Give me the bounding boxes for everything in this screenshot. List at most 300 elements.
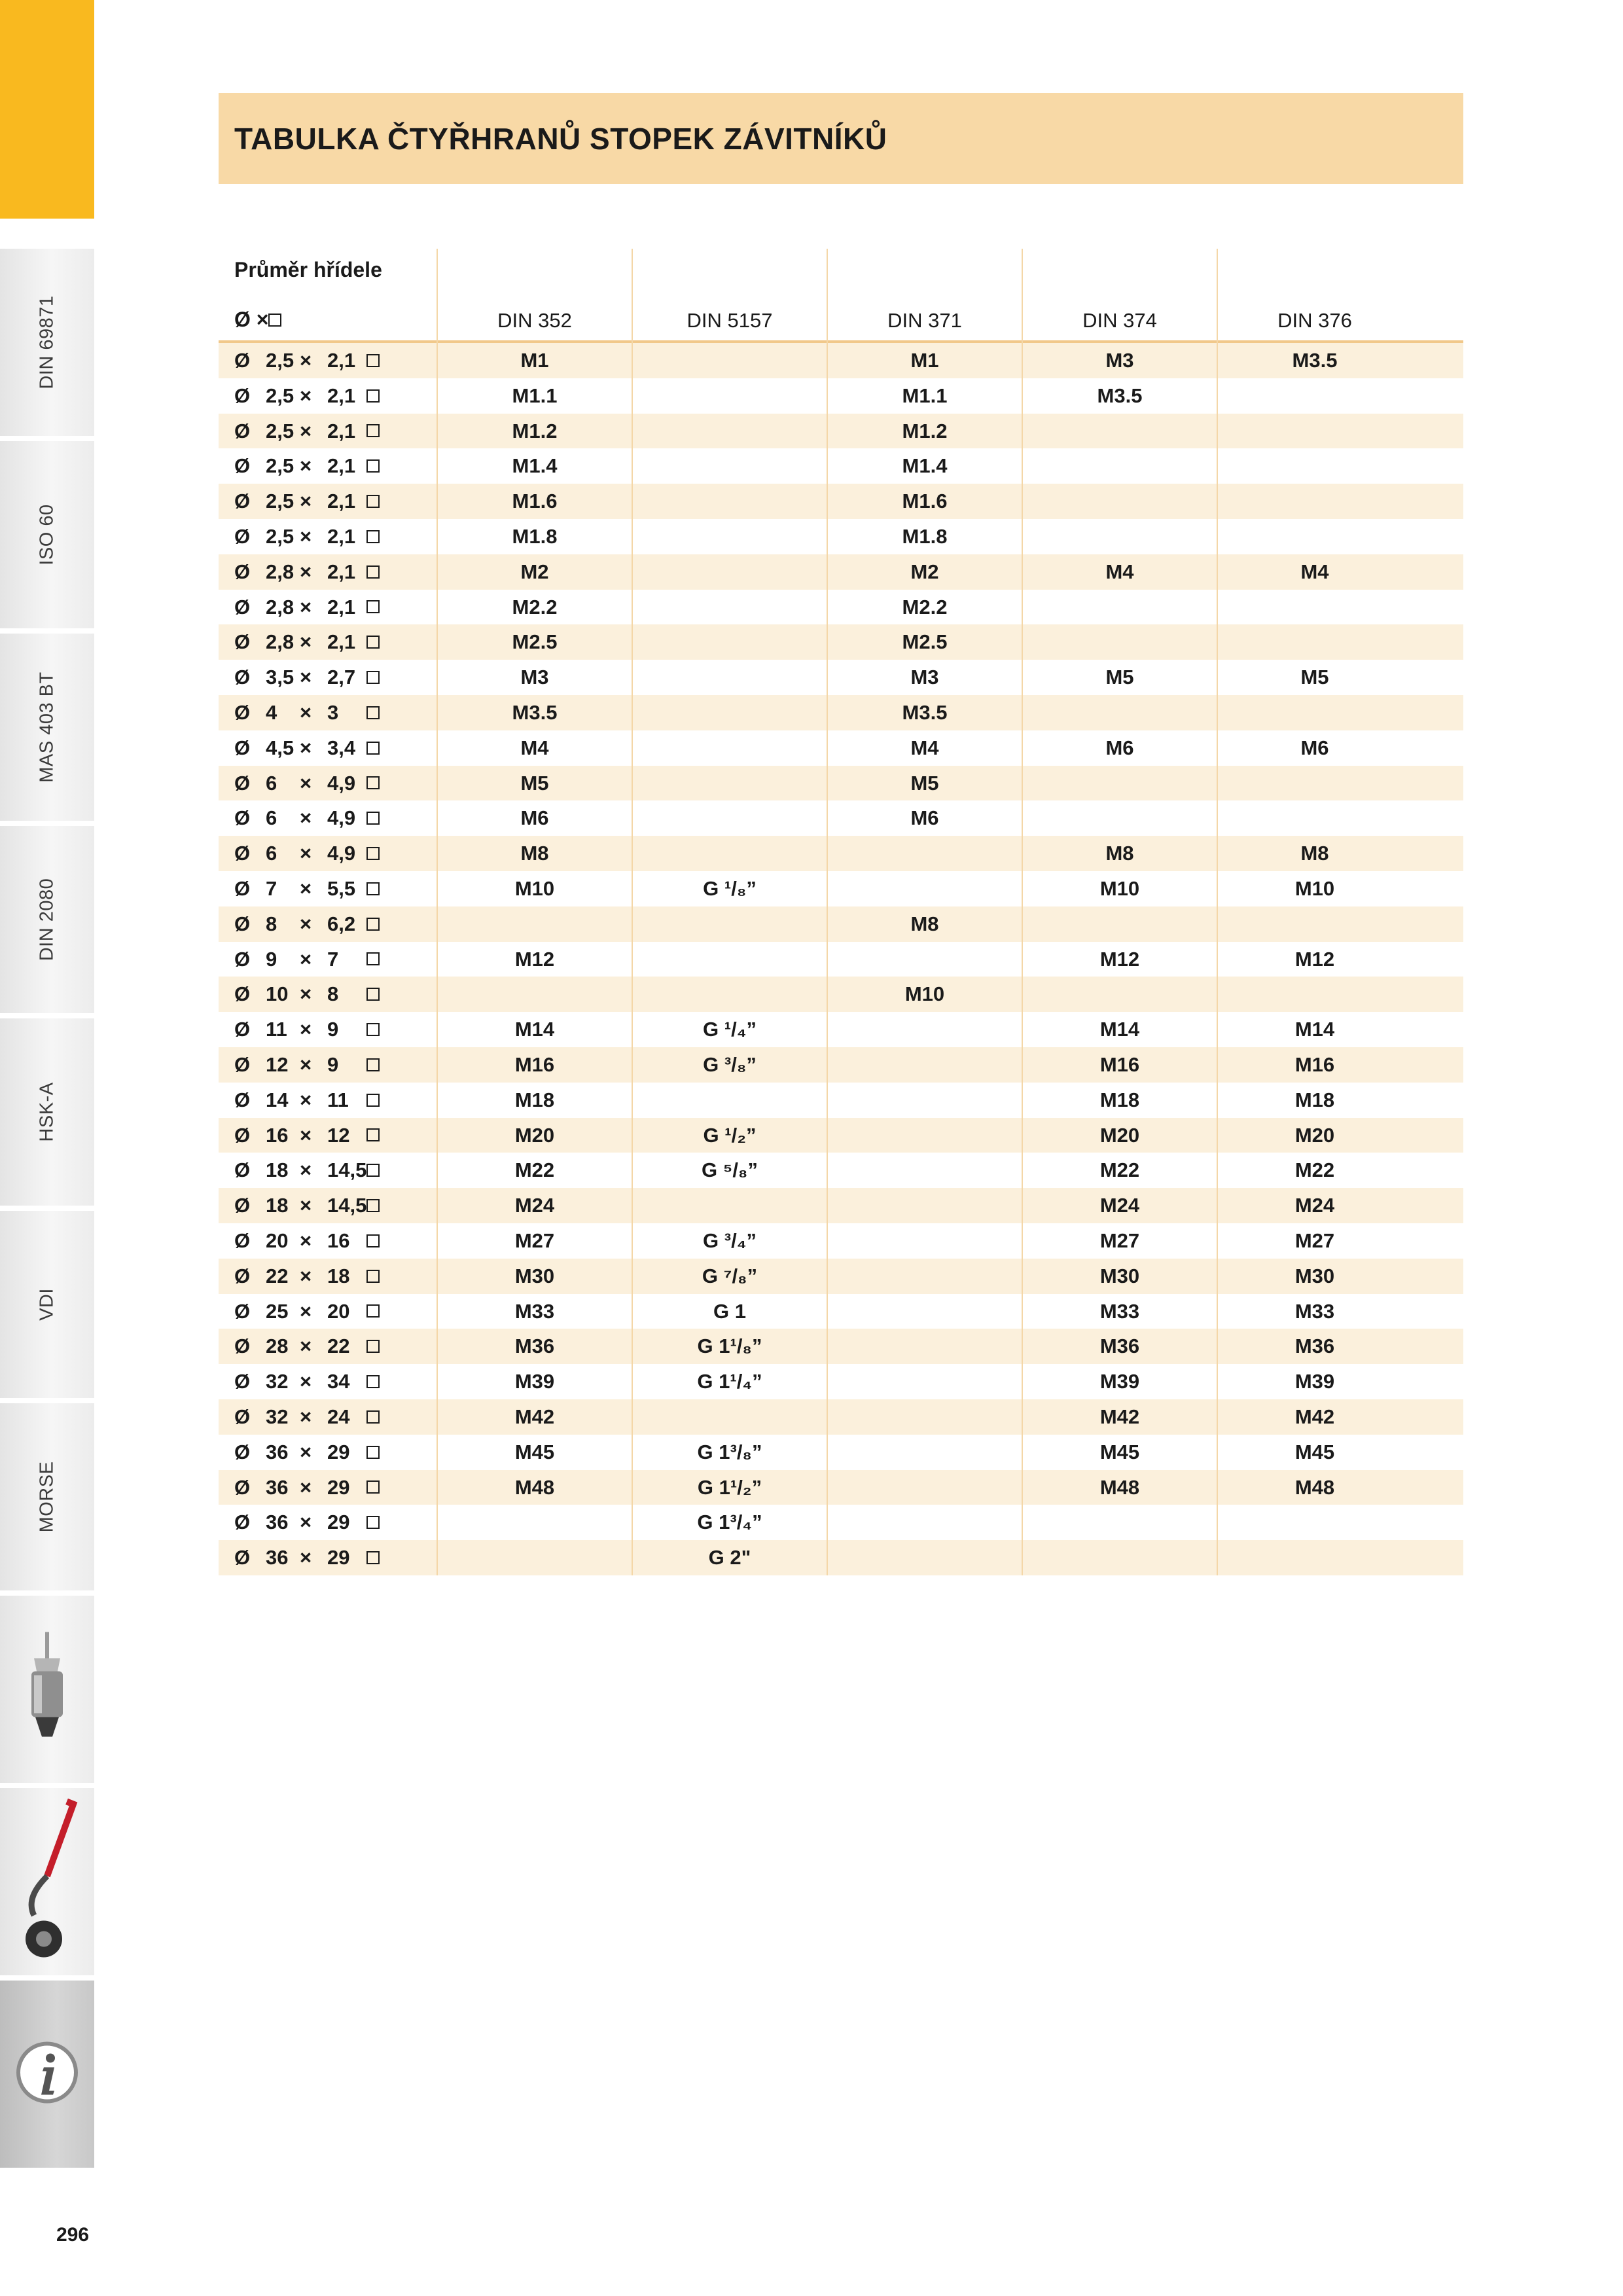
table-cell xyxy=(1217,414,1412,449)
square-size: 4,9 xyxy=(327,842,356,865)
diameter-symbol: Ø xyxy=(234,1511,251,1534)
table-cell: M3.5 xyxy=(512,700,558,724)
table-cell xyxy=(437,1505,632,1540)
table-cell xyxy=(827,1399,1022,1435)
table-cell xyxy=(1217,448,1412,484)
table-row xyxy=(219,977,1463,1012)
sidebar-tab[interactable] xyxy=(0,1981,94,2170)
shaft-diameter: 6 xyxy=(266,806,277,830)
table-cell xyxy=(827,1188,1022,1223)
square-size: 29 xyxy=(327,1440,350,1463)
table-cell: M14 xyxy=(1294,1018,1335,1041)
table-cell xyxy=(632,730,827,766)
table-cell xyxy=(632,414,827,449)
sidebar-tab[interactable] xyxy=(0,249,94,439)
table-cell: M48 xyxy=(514,1475,555,1499)
table-cell xyxy=(632,942,827,977)
table-cell: M16 xyxy=(514,1052,555,1076)
square-icon xyxy=(366,1012,380,1047)
times-symbol: × xyxy=(300,912,312,935)
sidebar-accent-block xyxy=(0,0,94,219)
square-size: 4,9 xyxy=(327,806,356,830)
square-size: 22 xyxy=(327,1335,350,1358)
square-icon xyxy=(366,730,380,766)
table-row xyxy=(219,414,1463,449)
table-cell xyxy=(1217,1540,1412,1575)
page-number: 296 xyxy=(56,2224,90,2246)
square-icon xyxy=(366,484,380,519)
square-size: 18 xyxy=(327,1264,350,1287)
shaft-diameter: 4 xyxy=(266,700,277,724)
times-symbol: × xyxy=(300,1440,312,1463)
table-cell xyxy=(827,1118,1022,1153)
square-icon xyxy=(366,624,380,660)
table-cell xyxy=(1022,624,1217,660)
table-cell: M42 xyxy=(1294,1405,1335,1428)
table-cell: M6 xyxy=(1105,736,1134,759)
times-symbol: × xyxy=(300,349,312,372)
square-icon xyxy=(268,314,281,327)
table-cell xyxy=(1022,484,1217,519)
sidebar-tab[interactable] xyxy=(0,1403,94,1593)
table-cell xyxy=(632,695,827,730)
shaft-diameter: 6 xyxy=(266,842,277,865)
table-row xyxy=(219,1435,1463,1470)
times-symbol: × xyxy=(300,1018,312,1041)
table-cell xyxy=(1022,414,1217,449)
sidebar-tab-label: MORSE xyxy=(36,1461,58,1533)
diameter-symbol: Ø xyxy=(234,736,251,759)
square-size: 29 xyxy=(327,1511,350,1534)
sidebar-tab[interactable] xyxy=(0,1596,94,1785)
times-symbol: × xyxy=(300,982,312,1006)
table-cell xyxy=(632,554,827,590)
table-cell xyxy=(827,1364,1022,1399)
table-cell xyxy=(827,1435,1022,1470)
table-cell xyxy=(632,1188,827,1223)
table-cell: G ¹/₂” xyxy=(703,1123,757,1147)
table-cell: G ¹/₈” xyxy=(703,876,757,900)
table-cell: M4 xyxy=(910,736,939,759)
times-symbol: × xyxy=(300,842,312,865)
table-cell: G ³/₈” xyxy=(703,1052,757,1076)
diameter-symbol: Ø xyxy=(234,982,251,1006)
table-cell: M20 xyxy=(1294,1123,1335,1147)
table-cell xyxy=(827,1470,1022,1505)
times-symbol: × xyxy=(300,947,312,971)
sidebar-tab-label: ISO 60 xyxy=(36,504,58,565)
table-body xyxy=(219,343,1463,1575)
table-cell: M36 xyxy=(514,1335,555,1358)
shaft-diameter: 14 xyxy=(266,1088,289,1111)
square-size: 29 xyxy=(327,1475,350,1499)
table-cell: M12 xyxy=(1294,947,1335,971)
table-cell: G ⁷/₈” xyxy=(702,1264,758,1287)
table-cell: M48 xyxy=(1099,1475,1140,1499)
shaft-diameter: 25 xyxy=(266,1299,289,1323)
diameter-symbol: Ø xyxy=(234,1546,251,1570)
table-row xyxy=(219,695,1463,730)
shaft-diameter: 7 xyxy=(266,876,277,900)
square-icon xyxy=(366,1505,380,1540)
square-size: 2,1 xyxy=(327,419,356,442)
square-icon xyxy=(366,378,380,414)
table-cell xyxy=(1217,590,1412,625)
diameter-symbol: Ø xyxy=(234,1229,251,1252)
times-symbol: × xyxy=(300,1335,312,1358)
table-cell xyxy=(437,1540,632,1575)
table-cell: M27 xyxy=(1294,1229,1335,1252)
table-cell: M45 xyxy=(514,1440,555,1463)
table-cell xyxy=(827,1505,1022,1540)
table-row xyxy=(219,1294,1463,1329)
table-row xyxy=(219,1259,1463,1294)
table-cell xyxy=(632,1399,827,1435)
table-cell xyxy=(632,519,827,554)
column-header: DIN 376 xyxy=(1277,309,1352,332)
times-symbol: × xyxy=(300,806,312,830)
times-symbol: × xyxy=(300,1299,312,1323)
table-cell xyxy=(1217,766,1412,801)
square-icon xyxy=(366,1329,380,1364)
table-cell xyxy=(827,1083,1022,1118)
table-row xyxy=(219,660,1463,695)
shaft-diameter: 18 xyxy=(266,1194,289,1217)
table-row xyxy=(219,836,1463,871)
table-row xyxy=(219,906,1463,942)
column-divider xyxy=(437,249,438,1575)
sidebar-tab[interactable] xyxy=(0,441,94,631)
shaft-diameter: 32 xyxy=(266,1370,289,1393)
table-cell xyxy=(1022,977,1217,1012)
table-cell xyxy=(1217,695,1412,730)
diameter-symbol: Ø xyxy=(234,490,251,513)
table-cell: M22 xyxy=(514,1158,555,1182)
diameter-symbol: Ø xyxy=(234,666,251,689)
square-size: 9 xyxy=(327,1018,339,1041)
table-cell: M5 xyxy=(910,771,939,795)
table-cell: M16 xyxy=(1294,1052,1335,1076)
shaft-diameter: 8 xyxy=(266,912,277,935)
square-icon xyxy=(366,942,380,977)
times-symbol: × xyxy=(300,666,312,689)
square-icon xyxy=(366,1470,380,1505)
table-cell: M33 xyxy=(1294,1299,1335,1323)
table-cell: M6 xyxy=(910,806,939,830)
table-cell xyxy=(632,800,827,836)
drill-chuck-icon xyxy=(21,1632,73,1747)
table-header xyxy=(219,249,1463,342)
column-divider xyxy=(1217,249,1218,1575)
diameter-symbol: Ø xyxy=(234,349,251,372)
table-row xyxy=(219,1012,1463,1047)
table-cell: M5 xyxy=(520,771,549,795)
shaft-diameter: 11 xyxy=(266,1018,287,1041)
diameter-symbol: Ø xyxy=(234,1123,251,1147)
square-icon xyxy=(366,1153,380,1188)
shaft-diameter: 2,5 xyxy=(266,454,294,478)
square-size: 14,5 xyxy=(327,1158,367,1182)
table-row xyxy=(219,1083,1463,1118)
shaft-diameter: 22 xyxy=(266,1264,289,1287)
table-cell: M4 xyxy=(520,736,549,759)
square-icon xyxy=(366,1188,380,1223)
table-cell xyxy=(827,1047,1022,1083)
shaft-diameter: 2,5 xyxy=(266,524,294,548)
table-cell: M39 xyxy=(1294,1370,1335,1393)
table-cell xyxy=(632,660,827,695)
shaft-diameter: 9 xyxy=(266,947,277,971)
diameter-symbol: Ø xyxy=(234,1018,251,1041)
table-row xyxy=(219,1399,1463,1435)
table-cell: M10 xyxy=(1294,876,1335,900)
square-icon xyxy=(366,1364,380,1399)
table-cell: M27 xyxy=(1099,1229,1140,1252)
table-cell xyxy=(1217,1505,1412,1540)
table-cell: M18 xyxy=(1294,1088,1335,1111)
square-icon xyxy=(366,1118,380,1153)
square-size: 3,4 xyxy=(327,736,356,759)
table-cell: M36 xyxy=(1099,1335,1140,1358)
square-icon xyxy=(366,1294,380,1329)
square-size: 2,1 xyxy=(327,595,356,619)
square-icon xyxy=(366,695,380,730)
table-cell: M4 xyxy=(1300,560,1329,583)
shaft-diameter: 2,8 xyxy=(266,630,294,654)
wrench-nut-icon xyxy=(14,1799,80,1965)
diameter-symbol: Ø xyxy=(234,876,251,900)
header-shaft-diameter-label: Průměr hřídele xyxy=(234,258,382,281)
table-cell xyxy=(827,1259,1022,1294)
table-cell xyxy=(1022,906,1217,942)
square-icon xyxy=(366,1435,380,1470)
title-band xyxy=(219,93,1463,184)
diameter-symbol: Ø xyxy=(234,1194,251,1217)
table-cell: M36 xyxy=(1294,1335,1335,1358)
shaft-diameter: 36 xyxy=(266,1546,289,1570)
table-cell: M10 xyxy=(1099,876,1140,900)
column-divider xyxy=(1022,249,1023,1575)
diameter-symbol: Ø xyxy=(234,384,251,407)
table-cell xyxy=(632,1083,827,1118)
square-icon xyxy=(366,1540,380,1575)
shaft-diameter: 2,8 xyxy=(266,595,294,619)
table-row xyxy=(219,1153,1463,1188)
table-cell xyxy=(1217,378,1412,414)
table-cell xyxy=(437,977,632,1012)
shaft-diameter: 28 xyxy=(266,1335,289,1358)
times-symbol: × xyxy=(300,1194,312,1217)
table-cell: M3.5 xyxy=(902,700,948,724)
times-symbol: × xyxy=(300,1123,312,1147)
table-cell xyxy=(632,906,827,942)
table-cell: M48 xyxy=(1294,1475,1335,1499)
table-cell: M10 xyxy=(514,876,555,900)
table-row xyxy=(219,590,1463,625)
column-divider xyxy=(827,249,828,1575)
table-cell: M45 xyxy=(1099,1440,1140,1463)
diameter-symbol: Ø xyxy=(234,595,251,619)
table-cell: M30 xyxy=(1294,1264,1335,1287)
table-cell xyxy=(1217,519,1412,554)
shaft-diameter: 2,8 xyxy=(266,560,294,583)
diameter-symbol: Ø xyxy=(234,524,251,548)
square-size: 34 xyxy=(327,1370,350,1393)
square-size: 16 xyxy=(327,1229,350,1252)
table-row xyxy=(219,730,1463,766)
table-cell: M10 xyxy=(904,982,945,1006)
diameter-symbol: Ø xyxy=(234,1299,251,1323)
square-size: 2,1 xyxy=(327,630,356,654)
table-cell: G ¹/₄” xyxy=(703,1018,757,1041)
square-size: 5,5 xyxy=(327,876,356,900)
sidebar-tab[interactable] xyxy=(0,1018,94,1208)
table-cell: M2.5 xyxy=(512,630,558,654)
table-cell xyxy=(632,448,827,484)
square-icon xyxy=(366,1047,380,1083)
square-size: 9 xyxy=(327,1052,339,1076)
times-symbol: × xyxy=(300,384,312,407)
times-symbol: × xyxy=(300,560,312,583)
times-symbol: × xyxy=(300,524,312,548)
diameter-symbol: Ø xyxy=(234,1088,251,1111)
table-row xyxy=(219,1470,1463,1505)
table-cell: G 1³/₈” xyxy=(697,1440,762,1463)
diameter-symbol: Ø xyxy=(234,947,251,971)
sidebar-tab-label: MAS 403 BT xyxy=(36,672,58,783)
table-cell: M8 xyxy=(910,912,939,935)
sidebar-tab-label: VDI xyxy=(36,1288,58,1321)
square-icon xyxy=(366,1083,380,1118)
diameter-symbol: Ø xyxy=(234,842,251,865)
column-header: DIN 352 xyxy=(497,309,572,332)
table-cell: M3.5 xyxy=(1292,349,1338,372)
table-cell xyxy=(1022,766,1217,801)
table-cell: M22 xyxy=(1099,1158,1140,1182)
table-cell xyxy=(1022,800,1217,836)
times-symbol: × xyxy=(300,1052,312,1076)
shaft-diameter: 36 xyxy=(266,1440,289,1463)
times-symbol: × xyxy=(300,1511,312,1534)
table-cell: M20 xyxy=(1099,1123,1140,1147)
header-dimension-label xyxy=(234,308,281,332)
table-cell xyxy=(1022,695,1217,730)
diameter-symbol: Ø xyxy=(234,771,251,795)
table-cell xyxy=(632,484,827,519)
times-symbol: × xyxy=(300,419,312,442)
table-cell xyxy=(827,1153,1022,1188)
shaft-diameter: 3,5 xyxy=(266,666,294,689)
table-cell: M24 xyxy=(1099,1194,1140,1217)
table-row xyxy=(219,1540,1463,1575)
table-cell: G ⁵/₈” xyxy=(702,1158,758,1182)
table-cell: M2 xyxy=(520,560,549,583)
diameter-symbol: Ø xyxy=(234,1405,251,1428)
diameter-symbol: Ø xyxy=(234,1052,251,1076)
page-title: TABULKA ČTYŘHRANŮ STOPEK ZÁVITNÍKŮ xyxy=(234,121,887,156)
table-cell: M8 xyxy=(1105,842,1134,865)
table-cell: M39 xyxy=(1099,1370,1140,1393)
table-cell: M1.8 xyxy=(512,524,558,548)
diameter-symbol: Ø xyxy=(234,419,251,442)
square-size: 4,9 xyxy=(327,771,356,795)
table-cell xyxy=(827,1294,1022,1329)
table-cell xyxy=(1022,519,1217,554)
times-symbol: × xyxy=(300,1088,312,1111)
table-cell: M3 xyxy=(520,666,549,689)
table-row xyxy=(219,1118,1463,1153)
table-cell: M8 xyxy=(1300,842,1329,865)
square-icon xyxy=(366,977,380,1012)
table-cell: M12 xyxy=(514,947,555,971)
times-symbol: × xyxy=(300,1546,312,1570)
table-cell: M24 xyxy=(514,1194,555,1217)
table-cell: M2.2 xyxy=(902,595,948,619)
times-symbol: × xyxy=(300,1229,312,1252)
table-cell: G 1 xyxy=(713,1299,746,1323)
sidebar-tab[interactable] xyxy=(0,1211,94,1401)
table-row xyxy=(219,1505,1463,1540)
table-cell: M1.2 xyxy=(512,419,558,442)
table-cell: M27 xyxy=(514,1229,555,1252)
table-cell: M45 xyxy=(1294,1440,1335,1463)
table-cell xyxy=(1022,1540,1217,1575)
table-row xyxy=(219,484,1463,519)
table-cell: M8 xyxy=(520,842,549,865)
sidebar-tab[interactable] xyxy=(0,1788,94,1978)
table-cell: G 1³/₄” xyxy=(697,1511,762,1534)
table-cell: G 1¹/₈” xyxy=(697,1335,762,1358)
table-cell: M2.2 xyxy=(512,595,558,619)
column-header: DIN 5157 xyxy=(687,309,773,332)
diameter-symbol: Ø xyxy=(234,454,251,478)
table-row xyxy=(219,378,1463,414)
table-row xyxy=(219,624,1463,660)
table-cell: M3 xyxy=(910,666,939,689)
diameter-symbol: Ø xyxy=(234,912,251,935)
square-size: 14,5 xyxy=(327,1194,367,1217)
diameter-symbol: Ø xyxy=(234,1370,251,1393)
diameter-symbol: Ø xyxy=(234,1475,251,1499)
table-cell: M24 xyxy=(1294,1194,1335,1217)
table-cell: M1.1 xyxy=(512,384,558,407)
shaft-diameter: 12 xyxy=(266,1052,289,1076)
table-row xyxy=(219,519,1463,554)
square-size: 6,2 xyxy=(327,912,356,935)
table-cell: M42 xyxy=(514,1405,555,1428)
table-cell: M5 xyxy=(1300,666,1329,689)
header-dimension-text: Ø × xyxy=(234,308,269,331)
square-size: 12 xyxy=(327,1123,350,1147)
table-cell xyxy=(1022,448,1217,484)
table-cell: M1 xyxy=(520,349,549,372)
square-size: 2,1 xyxy=(327,490,356,513)
column-header: DIN 374 xyxy=(1082,309,1157,332)
table-cell: M4 xyxy=(1105,560,1134,583)
table-cell: G 1¹/₂” xyxy=(697,1475,762,1499)
shaft-diameter: 4,5 xyxy=(266,736,294,759)
sidebar-tab[interactable] xyxy=(0,826,94,1016)
table-cell: M30 xyxy=(514,1264,555,1287)
table-cell: M6 xyxy=(1300,736,1329,759)
table-cell: G 1¹/₄” xyxy=(697,1370,762,1393)
table-cell: M22 xyxy=(1294,1158,1335,1182)
sidebar-tab[interactable] xyxy=(0,634,94,823)
square-size: 24 xyxy=(327,1405,350,1428)
times-symbol: × xyxy=(300,595,312,619)
diameter-symbol: Ø xyxy=(234,1264,251,1287)
table-cell xyxy=(632,977,827,1012)
